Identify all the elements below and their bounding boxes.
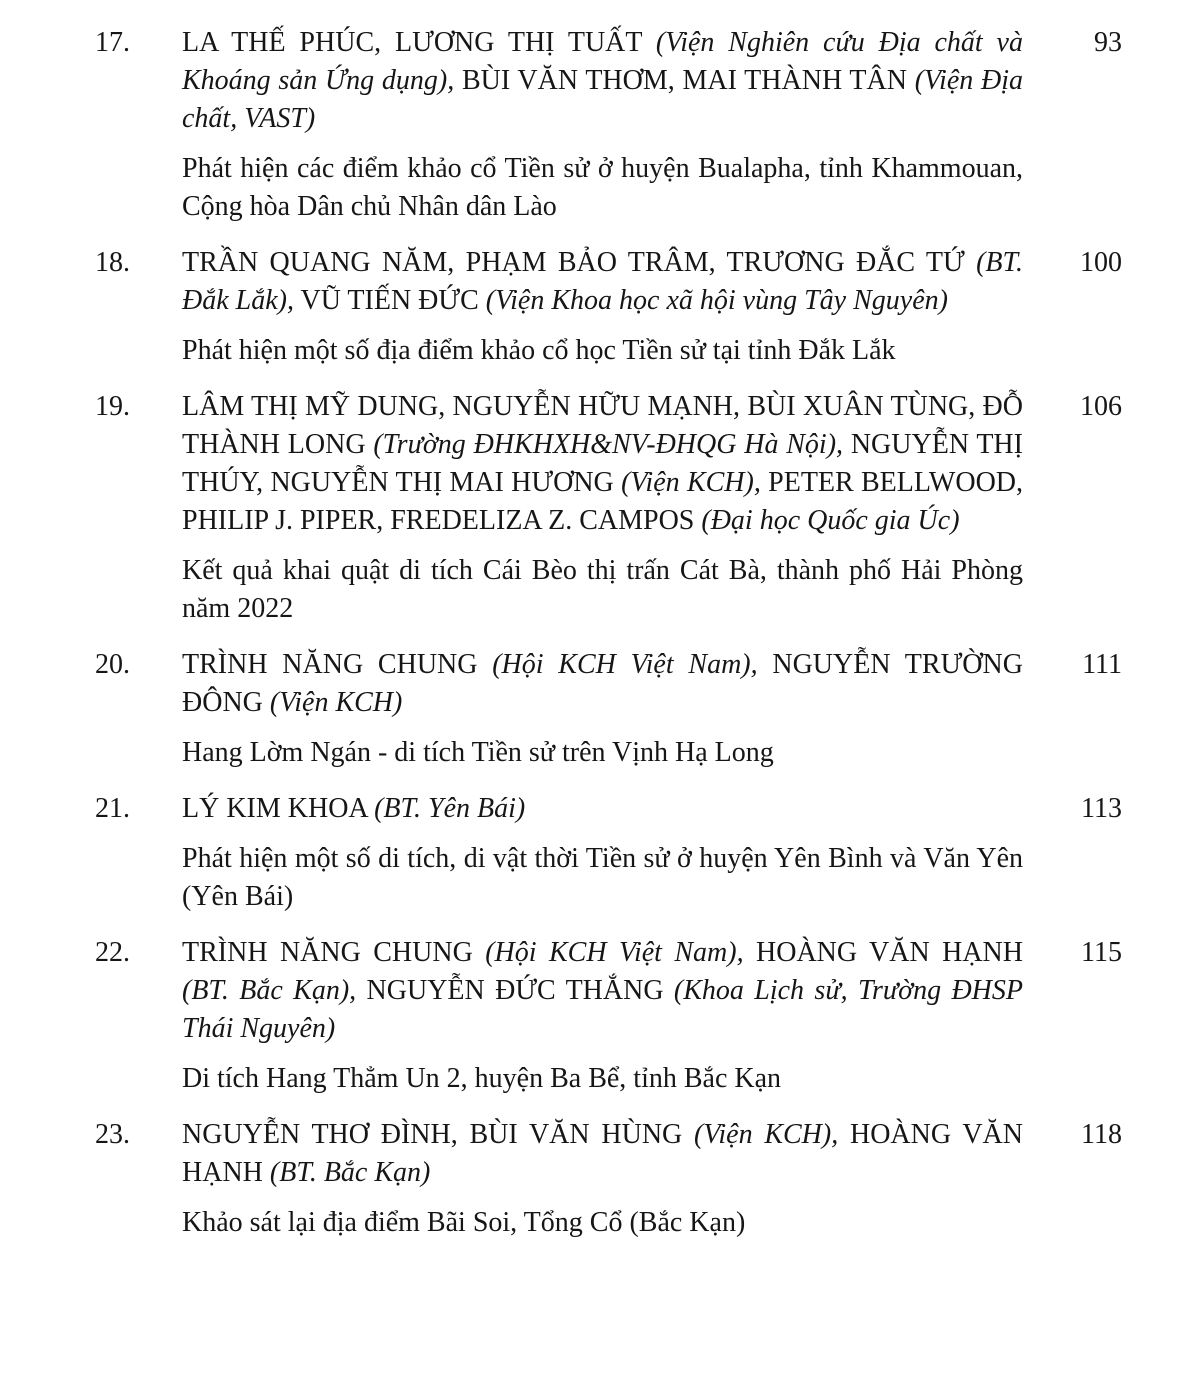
author-names: TRÌNH NĂNG CHUNG (182, 649, 493, 680)
author-affiliation: (Viện KCH), (621, 467, 761, 498)
author-affiliation: (Viện Khoa học xã hội vùng Tây Nguyên) (485, 285, 948, 316)
author-affiliation: (Viện KCH), (694, 1119, 839, 1150)
author-names: NGUYỄN ĐỨC THẮNG (356, 975, 674, 1006)
entry-title: Hang Lờm Ngán - di tích Tiền sử trên Vịnh Hạ Long (182, 737, 774, 768)
author-names: LA THẾ PHÚC, LƯƠNG THỊ TUẤT (182, 27, 656, 58)
author-affiliation: (Viện KCH) (269, 687, 403, 718)
author-names: TRẦN QUANG NĂM, PHẠM BẢO TRÂM, TRƯƠNG ĐẮC TỨ (182, 247, 977, 278)
entry-title: Kết quả khai quật di tích Cái Bèo thị trấn Cát Bà, thành phố Hải Phòng năm 2022 (182, 555, 1023, 624)
entry-number: 22. (95, 937, 130, 968)
entry-number: 21. (95, 793, 130, 824)
toc-entry (0, 24, 1184, 226)
entry-page-number: 106 (1080, 391, 1122, 422)
entry-title: Di tích Hang Thẳm Un 2, huyện Ba Bể, tỉnh Bắc Kạn (182, 1063, 782, 1094)
entry-title: Phát hiện một số di tích, di vật thời Tiền sử ở huyện Yên Bình và Văn Yên (Yên Bái) (182, 843, 1023, 912)
author-names: LÝ KIM KHOA (182, 793, 375, 824)
toc-entry (0, 1116, 1184, 1242)
author-affiliation: (BT. Yên Bái) (374, 793, 526, 824)
entry-page-number: 93 (1094, 27, 1122, 58)
entry-number: 18. (95, 247, 130, 278)
entry-authors (182, 24, 1023, 138)
author-affiliation: (Hội KCH Việt Nam), (485, 937, 744, 968)
entry-title: Phát hiện một số địa điểm khảo cổ học Tiền sử tại tỉnh Đắk Lắk (182, 335, 896, 366)
author-names: VŨ TIẾN ĐỨC (293, 285, 486, 316)
entry-number: 19. (95, 391, 130, 422)
entry-authors (182, 388, 1023, 540)
author-names: PETER BELLWOOD, PHILIP J. PIPER, FREDELIZA Z. CAMPOS (182, 467, 1024, 536)
author-names: NGUYỄN THỊ THÚY, NGUYỄN THỊ MAI HƯƠNG (182, 429, 1023, 498)
entry-authors (182, 1116, 1023, 1192)
entry-page-number: 115 (1081, 937, 1122, 968)
entry-authors (182, 646, 1023, 722)
author-names: HOÀNG VĂN HẠNH (182, 1119, 1024, 1188)
entry-number: 17. (95, 27, 130, 58)
entry-page-number: 118 (1081, 1119, 1122, 1150)
author-affiliation: (BT. Đắk Lắk), (182, 247, 1023, 316)
table-of-contents (0, 24, 1184, 1260)
author-affiliation: (Viện Địa chất, VAST) (182, 65, 1023, 134)
toc-entry (0, 934, 1184, 1098)
entry-number: 23. (95, 1119, 130, 1150)
entry-authors (182, 934, 1023, 1048)
author-affiliation: (Viện Nghiên cứu Địa chất và Khoáng sản Ứng dụng), (182, 27, 1023, 96)
author-affiliation: (Đại học Quốc gia Úc) (701, 505, 960, 536)
entry-number: 20. (95, 649, 130, 680)
author-names: NGUYỄN THƠ ĐÌNH, BÙI VĂN HÙNG (182, 1119, 695, 1150)
toc-entry (0, 244, 1184, 370)
author-affiliation: (Khoa Lịch sử, Trường ĐHSP Thái Nguyên) (182, 975, 1023, 1044)
toc-entry (0, 646, 1184, 772)
author-affiliation: (BT. Bắc Kạn) (269, 1157, 431, 1188)
author-names: NGUYỄN TRƯỜNG ĐÔNG (182, 649, 1023, 718)
entry-title: Khảo sát lại địa điểm Bãi Soi, Tổng Cổ (Bắc Kạn) (182, 1207, 746, 1238)
entry-page-number: 111 (1082, 649, 1122, 680)
toc-entry (0, 388, 1184, 628)
author-affiliation: (BT. Bắc Kạn), (182, 975, 357, 1006)
entry-title: Phát hiện các điểm khảo cổ Tiền sử ở huyện Bualapha, tỉnh Khammouan, Cộng hòa Dân chủ Nhân dân Lào (182, 153, 1023, 222)
toc-entry (0, 790, 1184, 916)
entry-authors (182, 244, 1023, 320)
author-affiliation: (Trường ĐHKHXH&NV-ĐHQG Hà Nội), (373, 429, 844, 460)
entry-page-number: 113 (1081, 793, 1122, 824)
entry-authors (182, 790, 1023, 828)
entry-page-number: 100 (1080, 247, 1122, 278)
author-names: HOÀNG VĂN HẠNH (743, 937, 1023, 968)
author-names: BÙI VĂN THƠM, MAI THÀNH TÂN (454, 65, 915, 96)
author-names: TRÌNH NĂNG CHUNG (182, 937, 486, 968)
author-names: LÂM THỊ MỸ DUNG, NGUYỄN HỮU MẠNH, BÙI XUÂN TÙNG, ĐỖ THÀNH LONG (182, 391, 1023, 460)
author-affiliation: (Hội KCH Việt Nam), (492, 649, 758, 680)
